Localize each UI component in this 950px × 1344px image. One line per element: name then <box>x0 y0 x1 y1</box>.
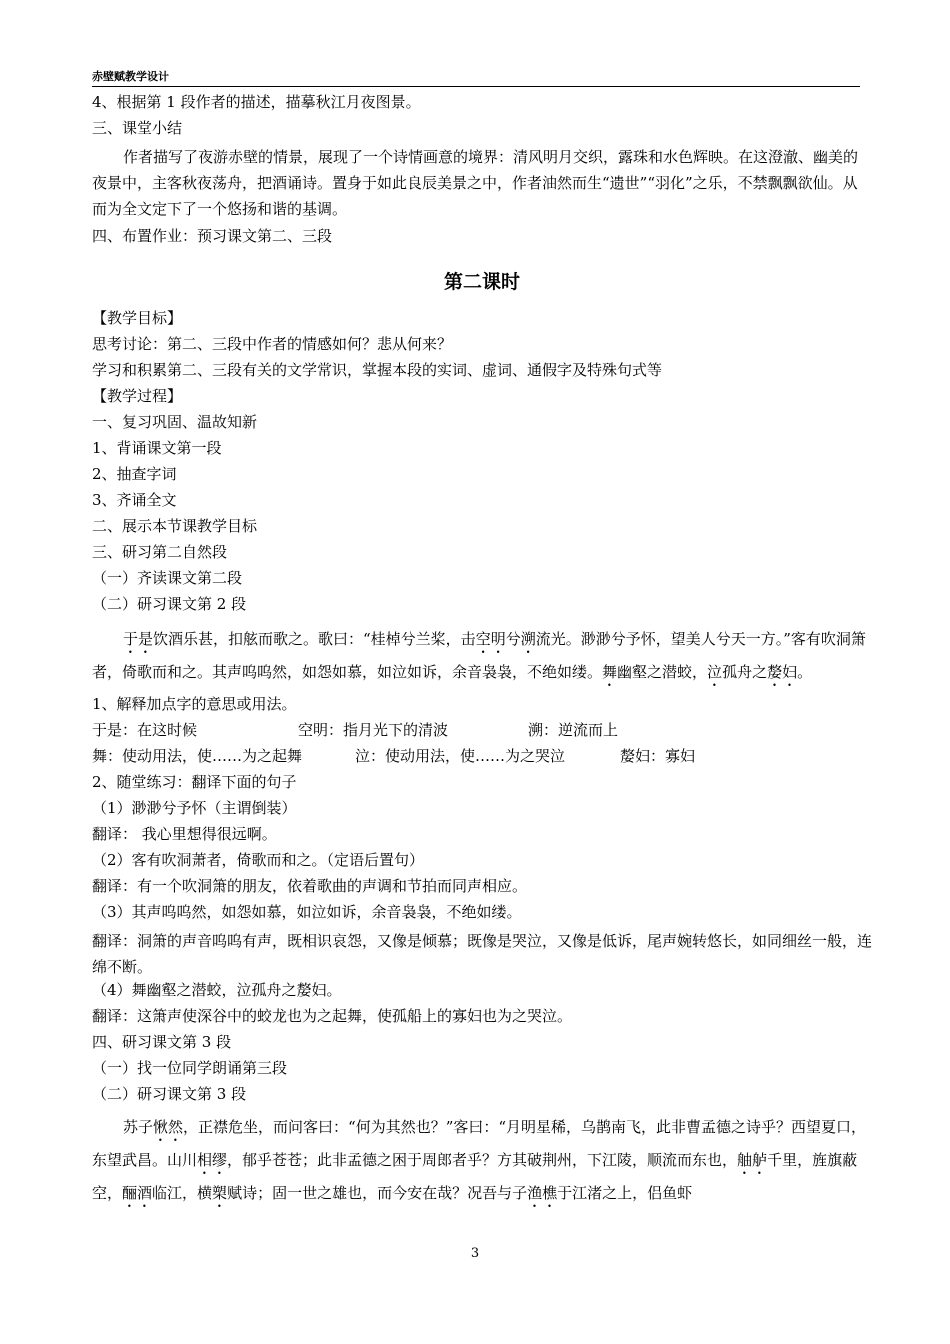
quote-text: ，郁乎苍苍；此非孟德之困于周郎者乎？方其破荆州，下江陵，顺流而东也， <box>227 1151 738 1169</box>
text-line: （1）渺渺兮予怀（主谓倒装） <box>92 799 297 817</box>
quote-paragraph-2 <box>92 624 872 690</box>
header-title: 赤壁赋教学设计 <box>92 70 169 83</box>
quote-text: 赋诗；固一世之雄也，而今安在哉？况吾与子 <box>227 1184 528 1202</box>
quote-text: 孤舟之 <box>722 663 768 681</box>
text-line: 二、展示本节课教学目标 <box>92 517 258 535</box>
explain-item: 溯：逆流而上 <box>528 721 619 739</box>
quote-text: 。 <box>797 663 813 681</box>
text-line: 思考讨论：第二、三段中作者的情感如何？悲从何来？ <box>92 335 453 353</box>
dotted-word: 舳舻 <box>737 1151 768 1169</box>
text-line: 一、复习巩固、温故知新 <box>92 413 258 431</box>
text-line: 四、研习课文第 3 段 <box>92 1033 232 1051</box>
text-line: 【教学过程】 <box>92 387 183 405</box>
dotted-word: 于是 <box>123 630 154 648</box>
text-line: 四、布置作业：预习课文第二、三段 <box>92 227 333 245</box>
text-line: 1、背诵课文第一段 <box>92 439 222 457</box>
text-line: （3）其声呜呜然，如怨如慕，如泣如诉，余音袅袅，不绝如缕。 <box>92 903 522 921</box>
text-line: 三、研习第二自然段 <box>92 543 228 561</box>
text-line: 三、课堂小结 <box>92 119 183 137</box>
dotted-word: 相缪 <box>197 1151 228 1169</box>
text-line: 4、根据第 1 段作者的描述，描摹秋江月夜图景。 <box>92 93 421 111</box>
text-line: 学习和积累第二、三段有关的文学常识，掌握本段的实词、虚词、通假字及特殊句式等 <box>92 361 663 379</box>
text-line: （2）客有吹洞萧者，倚歌而和之。（定语后置句） <box>92 851 425 869</box>
text-line: 【教学目标】 <box>92 309 183 327</box>
quote-text: 幽壑之潜蛟， <box>617 663 708 681</box>
text-line: 1、解释加点字的意思或用法。 <box>92 695 297 713</box>
explain-item: 于是：在这时候 <box>92 721 198 739</box>
explain-row <box>92 720 872 746</box>
quote-text: 苏子 <box>123 1118 154 1136</box>
summary-paragraph: 作者描写了夜游赤壁的情景，展现了一个诗情画意的境界：清风明月交织，露珠和水色辉映。在这澄澈、幽美的夜景中，主客秋夜荡舟，把酒诵诗。置身于如此良辰美景之中，作者油然而生“遗世”“羽化”之乐，不禁飘飘欲仙。从而为全文定下了一个悠扬和谐的基调。 <box>92 148 859 218</box>
quote-text: 于江渚之上，侣鱼虾 <box>557 1184 693 1202</box>
text-line: 翻译：有一个吹洞箫的朋友，依着歌曲的声调和节拍而同声相应。 <box>92 877 528 895</box>
explain-row <box>92 746 872 772</box>
quote-text: 饮酒乐甚，扣舷而歌之。歌曰：“桂棹兮兰桨，击 <box>153 630 476 648</box>
page-header <box>92 66 860 87</box>
quote-text: 兮 <box>505 630 521 648</box>
dotted-word: 舞 <box>602 663 618 681</box>
explain-item: 舞：使动用法，使……为之起舞 <box>92 747 303 765</box>
explain-item: 嫠妇：寡妇 <box>620 747 696 765</box>
text-line: （一）齐读课文第二段 <box>92 569 243 587</box>
dotted-word: 空明 <box>475 630 506 648</box>
text-line: 2、随堂练习：翻译下面的句子 <box>92 773 297 791</box>
quote-paragraph-3 <box>92 1112 872 1211</box>
document-body <box>92 92 872 1211</box>
quote-text: 千里，旌旗蔽空， <box>92 1151 858 1202</box>
dotted-word: 渔樵 <box>527 1184 558 1202</box>
dotted-word: 愀然 <box>153 1118 184 1136</box>
section-title: 第二课时 <box>443 271 520 293</box>
quote-text: 临江，横 <box>152 1184 213 1202</box>
dotted-word: 嫠妇 <box>767 663 798 681</box>
page-number: 3 <box>470 1246 480 1261</box>
text-line: （一）找一位同学朗诵第三段 <box>92 1059 288 1077</box>
quote-text: ，正襟危坐，而问客曰：“何为其然也？”客曰：“月明星稀，乌鹊南飞，此非曹孟德之诗乎？西望夏口，东望武昌。山川 <box>92 1118 867 1169</box>
explain-item: 空明：指月光下的清波 <box>298 721 449 739</box>
text-line: （4）舞幽壑之潜蛟，泣孤舟之嫠妇。 <box>92 981 342 999</box>
dotted-word: 泣 <box>707 663 723 681</box>
text-line: （二）研习课文第 2 段 <box>92 595 247 613</box>
dotted-word: 溯 <box>520 630 536 648</box>
text-line: 翻译： 我心里想得很远啊。 <box>92 825 277 843</box>
text-line: （二）研习课文第 3 段 <box>92 1085 247 1103</box>
dotted-word: 槊 <box>212 1184 228 1202</box>
text-line: 2、抽查字词 <box>92 465 177 483</box>
quote-text: 流光。渺渺兮予怀，望美人兮天一方。”客有吹洞箫者，倚歌而和之。其声呜呜然，如怨如慕，如泣如诉，余音袅袅，不绝如缕。 <box>92 630 866 681</box>
dotted-word: 酾酒 <box>122 1184 153 1202</box>
explain-item: 泣：使动用法，使……为之哭泣 <box>355 747 566 765</box>
translation-paragraph: 翻译：洞箫的声音呜呜有声，既相识哀怨，又像是倾慕；既像是哭泣，又像是低诉，尾声婉转悠长，如同细丝一般，连绵不断。 <box>92 932 873 976</box>
text-line: 翻译：这箫声使深谷中的蛟龙也为之起舞，使孤船上的寡妇也为之哭泣。 <box>92 1007 573 1025</box>
text-line: 3、齐诵全文 <box>92 491 177 509</box>
